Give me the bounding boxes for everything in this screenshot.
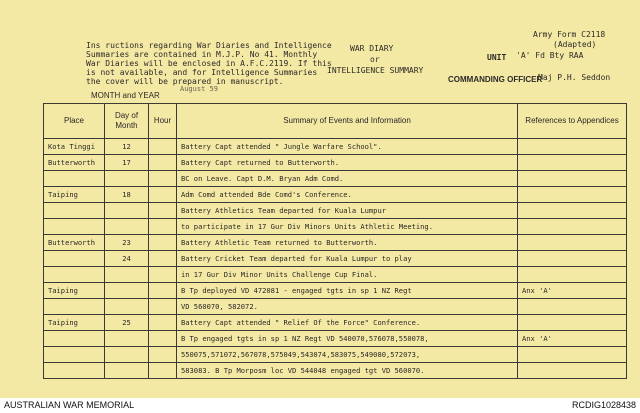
instruction-line: War Diaries will be enclosed in A.F.C.2119. If this — [86, 59, 332, 68]
cell-day — [105, 267, 149, 283]
table-row — [44, 299, 627, 315]
cell-reference — [518, 187, 627, 203]
table-row — [44, 251, 627, 267]
cell-reference — [518, 315, 627, 331]
cell-hour — [149, 299, 177, 315]
column-header-hour: Hour — [149, 104, 177, 139]
cell-day: 25 — [105, 315, 149, 331]
table-row — [44, 267, 627, 283]
table-row — [44, 363, 627, 379]
cell-reference — [518, 251, 627, 267]
unit-value: 'A' Fd Bty RAA — [516, 51, 584, 60]
cell-place — [44, 331, 105, 347]
cell-place — [44, 171, 105, 187]
cell-reference — [518, 299, 627, 315]
cell-day: 18 — [105, 187, 149, 203]
cell-place: Taiping — [44, 283, 105, 299]
title-war-diary: WAR DIARY — [350, 44, 394, 53]
cell-summary: 550075,571072,567078,575049,543074,583075,549080,572073, — [177, 347, 518, 363]
table-row — [44, 347, 627, 363]
cell-place — [44, 251, 105, 267]
cell-reference: Anx 'A' — [518, 283, 627, 299]
cell-reference — [518, 171, 627, 187]
month-year-value: August 59 — [180, 85, 218, 93]
cell-summary: 583083. B Tp Morposm loc VD 544048 engaged tgt VD 560070. — [177, 363, 518, 379]
title-intelligence-summary: INTELLIGENCE SUMMARY — [327, 66, 424, 75]
cell-hour — [149, 363, 177, 379]
cell-reference — [518, 267, 627, 283]
table-row — [44, 331, 627, 347]
archive-footer — [0, 398, 640, 413]
cell-day: 24 — [105, 251, 149, 267]
adapted-label: (Adapted) — [553, 40, 597, 49]
column-header-place: Place — [44, 104, 105, 139]
unit-label: UNIT — [487, 53, 507, 62]
cell-hour — [149, 347, 177, 363]
cell-summary: in 17 Gur Div Minor Units Challenge Cup Final. — [177, 267, 518, 283]
diary-table — [43, 103, 627, 379]
commanding-officer-value: Maj P.H. Seddon — [538, 73, 611, 82]
cell-hour — [149, 331, 177, 347]
table-row — [44, 155, 627, 171]
cell-hour — [149, 251, 177, 267]
cell-place: Kota Tinggi — [44, 139, 105, 155]
cell-summary: Battery Athletic Team returned to Butterworth. — [177, 235, 518, 251]
cell-summary: Battery Cricket Team departed for Kuala Lumpur to play — [177, 251, 518, 267]
table-row — [44, 283, 627, 299]
table-header-row — [44, 104, 627, 139]
cell-reference — [518, 203, 627, 219]
cell-place: Taiping — [44, 187, 105, 203]
cell-summary: Battery Capt attended " Relief Of the Force" Conference. — [177, 315, 518, 331]
column-header-summary: Summary of Events and Information — [177, 104, 518, 139]
cell-hour — [149, 187, 177, 203]
cell-reference: Anx 'A' — [518, 331, 627, 347]
cell-reference — [518, 347, 627, 363]
cell-place: Butterworth — [44, 235, 105, 251]
cell-day — [105, 363, 149, 379]
archive-name: AUSTRALIAN WAR MEMORIAL — [4, 400, 135, 410]
month-year-label: MONTH and YEAR — [91, 91, 160, 100]
cell-day — [105, 203, 149, 219]
cell-reference — [518, 219, 627, 235]
cell-place — [44, 299, 105, 315]
table-row — [44, 139, 627, 155]
instruction-line: is not available, and for Intelligence Summaries — [86, 68, 318, 77]
cell-summary: BC on Leave. Capt D.M. Bryan Adm Comd. — [177, 171, 518, 187]
diary-entries — [44, 139, 627, 379]
table-row — [44, 235, 627, 251]
cell-summary: Battery Capt returned to Butterworth. — [177, 155, 518, 171]
cell-summary: to participate in 17 Gur Div Minors Units Athletic Meeting. — [177, 219, 518, 235]
table-row — [44, 171, 627, 187]
title-or: or — [370, 55, 380, 64]
cell-hour — [149, 155, 177, 171]
cell-reference — [518, 235, 627, 251]
cell-reference — [518, 155, 627, 171]
cell-day — [105, 171, 149, 187]
cell-hour — [149, 171, 177, 187]
cell-place — [44, 363, 105, 379]
cell-day — [105, 219, 149, 235]
table-row — [44, 219, 627, 235]
cell-day: 12 — [105, 139, 149, 155]
cell-hour — [149, 235, 177, 251]
cell-place: Taiping — [44, 315, 105, 331]
cell-summary: Battery Athletics Team departed for Kuala Lumpur — [177, 203, 518, 219]
table-row — [44, 187, 627, 203]
cell-hour — [149, 203, 177, 219]
cell-summary: B Tp deployed VD 472081 - engaged tgts in sp 1 NZ Regt — [177, 283, 518, 299]
table-row — [44, 315, 627, 331]
cell-day — [105, 347, 149, 363]
cell-place — [44, 203, 105, 219]
cell-day — [105, 299, 149, 315]
cell-place — [44, 267, 105, 283]
cell-day — [105, 331, 149, 347]
cell-hour — [149, 267, 177, 283]
cell-hour — [149, 283, 177, 299]
instruction-line: Summaries are contained in M.J.P. No 41. Monthly — [86, 50, 318, 59]
cell-hour — [149, 315, 177, 331]
cell-reference — [518, 139, 627, 155]
cell-hour — [149, 219, 177, 235]
cell-day — [105, 283, 149, 299]
cell-place — [44, 219, 105, 235]
cell-day: 23 — [105, 235, 149, 251]
army-form-number: Army Form C2118 — [533, 30, 606, 39]
cell-summary: Adm Comd attended Bde Comd's Conference. — [177, 187, 518, 203]
column-header-references: References to Appendices — [518, 104, 627, 139]
cell-summary: Battery Capt attended " Jungle Warfare School". — [177, 139, 518, 155]
cell-place: Butterworth — [44, 155, 105, 171]
cell-day: 17 — [105, 155, 149, 171]
cell-summary: VD 560070, 582072. — [177, 299, 518, 315]
cell-reference — [518, 363, 627, 379]
instruction-line: the cover will be prepared in manuscript. — [86, 77, 284, 86]
cell-place — [44, 347, 105, 363]
column-header-day: Day of Month — [105, 104, 149, 139]
cell-hour — [149, 139, 177, 155]
cell-summary: B Tp engaged tgts in sp 1 NZ Regt VD 540070,576078,550078, — [177, 331, 518, 347]
instruction-line: Ins ructions regarding War Diaries and Intelligence — [86, 41, 332, 50]
commanding-officer-label: COMMANDING OFFICER — [448, 75, 543, 84]
table-row — [44, 203, 627, 219]
archive-record-id: RCDIG1028438 — [571, 400, 636, 410]
